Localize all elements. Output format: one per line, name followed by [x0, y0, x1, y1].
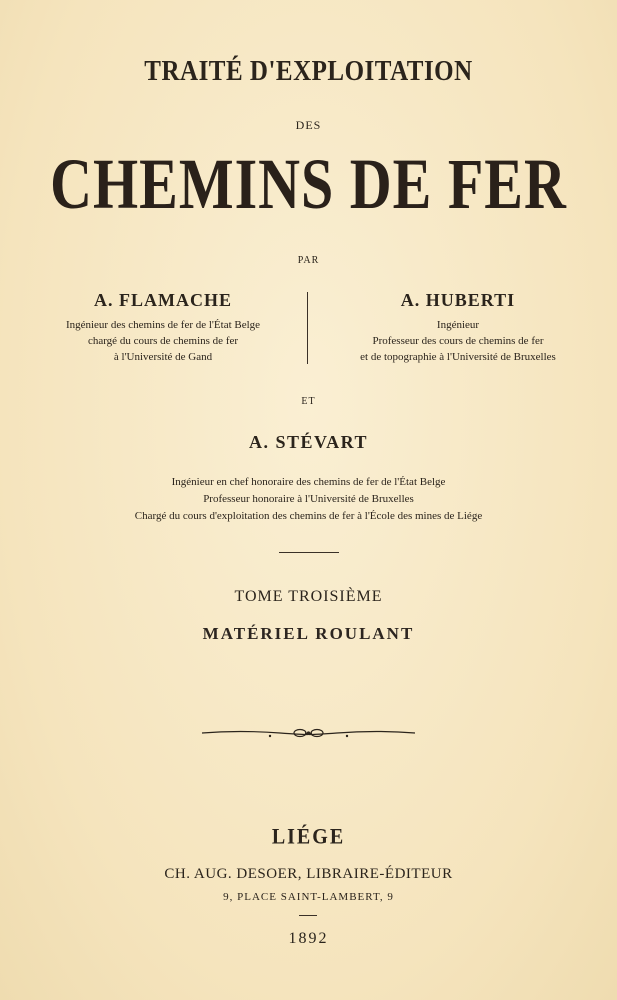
author-divider — [307, 292, 308, 364]
imprint-publisher: CH. AUG. DESOER, LIBRAIRE-ÉDITEUR — [164, 866, 453, 882]
section-rule — [279, 552, 339, 553]
imprint-address: 9, PLACE SAINT-LAMBERT, 9 — [223, 891, 394, 903]
title-line1: TRAITÉ D'EXPLOITATION — [144, 55, 473, 87]
author-left-name: A. FLAMACHE — [94, 290, 232, 310]
author-right-block — [318, 290, 598, 365]
author-left-aff-3: à l'Université de Gand — [113, 351, 213, 363]
by-label: PAR — [297, 255, 320, 266]
author-third-aff — [0, 474, 617, 525]
volume-subject: MATÉRIEL ROULANT — [202, 624, 415, 643]
author-right-aff-3: et de topographie à l'Université de Bruxelles — [360, 351, 556, 363]
and-label: ET — [301, 396, 316, 407]
author-right-aff-1: Ingénieur — [436, 319, 480, 331]
author-right-aff-2: Professeur des cours de chemins de fer — [372, 335, 544, 347]
author-third-name: A. STÉVART — [248, 432, 369, 452]
main-title: CHEMINS DE FER — [50, 142, 567, 225]
author-left-aff-2: chargé du cours de chemins de fer — [87, 335, 239, 347]
author-third-aff-2: Professeur honoraire à l'Université de Bruxelles — [203, 493, 414, 505]
imprint-rule — [299, 915, 317, 916]
volume-tome: TOME TROISIÈME — [234, 588, 383, 605]
author-third-aff-1: Ingénieur en chef honoraire des chemins de fer de l'État Belge — [171, 476, 446, 488]
imprint-city: LIÉGE — [271, 824, 346, 850]
title-connector: DES — [295, 118, 322, 132]
author-left-block — [28, 290, 298, 365]
author-right-name: A. HUBERTI — [400, 290, 516, 310]
author-third-aff-3: Chargé du cours d'exploitation des chemins de fer à l'École des mines de Liége — [134, 510, 483, 522]
author-left-aff-1: Ingénieur des chemins de fer de l'État Belge — [65, 319, 261, 331]
ornament-divider-icon — [200, 724, 417, 742]
imprint-year: 1892 — [288, 930, 329, 947]
